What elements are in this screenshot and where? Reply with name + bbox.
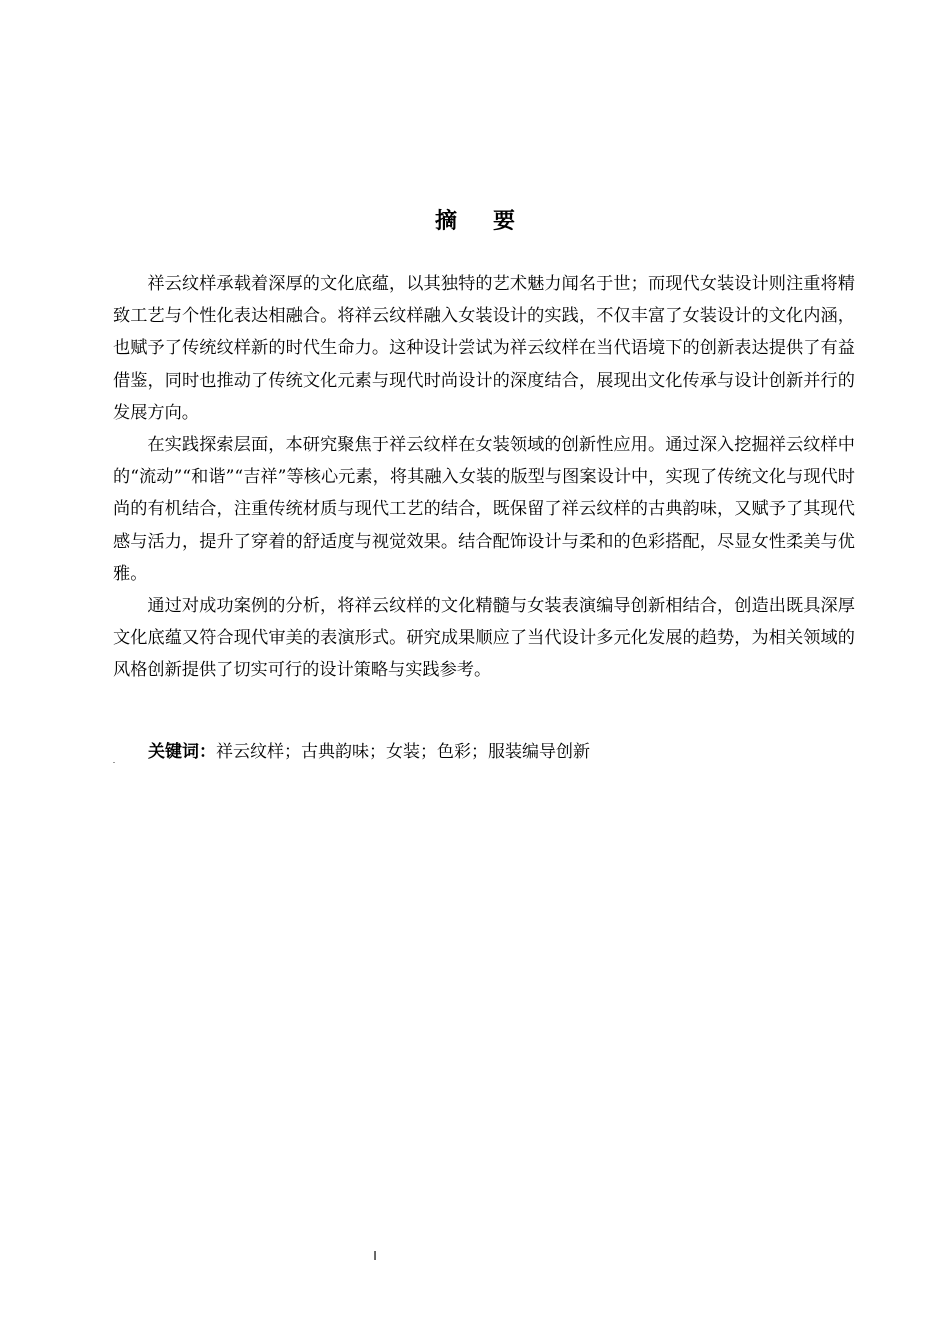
abstract-body — [113, 268, 855, 687]
abstract-title: 摘要 — [434, 209, 551, 234]
stray-mark — [113, 762, 115, 763]
page-number: I — [373, 1249, 377, 1263]
abstract-paragraph-3: 通过对成功案例的分析，将祥云纹样的文化精髓与女装表演编导创新相结合，创造出既具深厚文化底蕴又符合现代审美的表演形式。研究成果顺应了当代设计多元化发展的趋势，为相关领域的风格创新提供了切实可行的设计策略与实践参考。 — [113, 596, 855, 681]
keywords-line — [148, 736, 848, 768]
abstract-paragraph-2: 在实践探索层面，本研究聚焦于祥云纹样在女装领域的创新性应用。通过深入挖掘祥云纹样中的“流动”“和谐”“吉祥”等核心元素，将其融入女装的版型与图案设计中，实现了传统文化与现代时尚的有机结合，注重传统材质与现代工艺的结合，既保留了祥云纹样的古典韵味，又赋予了其现代感与活力，提升了穿着的舒适度与视觉效果。结合配饰设计与柔和的色彩搭配，尽显女性柔美与优雅。 — [113, 435, 855, 584]
keywords-list: 祥云纹样；古典韵味；女装；色彩；服装编导创新 — [216, 742, 590, 762]
keywords-label: 关键词： — [148, 742, 216, 762]
abstract-paragraph-1: 祥云纹样承载着深厚的文化底蕴，以其独特的艺术魅力闻名于世；而现代女装设计则注重将精致工艺与个性化表达相融合。将祥云纹样融入女装设计的实践，不仅丰富了女装设计的文化内涵，也赋予了传统纹样新的时代生命力。这种设计尝试为祥云纹样在当代语境下的创新表达提供了有益借鉴，同时也推动了传统文化元素与现代时尚设计的深度结合，展现出文化传承与设计创新并行的发展方向。 — [113, 274, 855, 423]
